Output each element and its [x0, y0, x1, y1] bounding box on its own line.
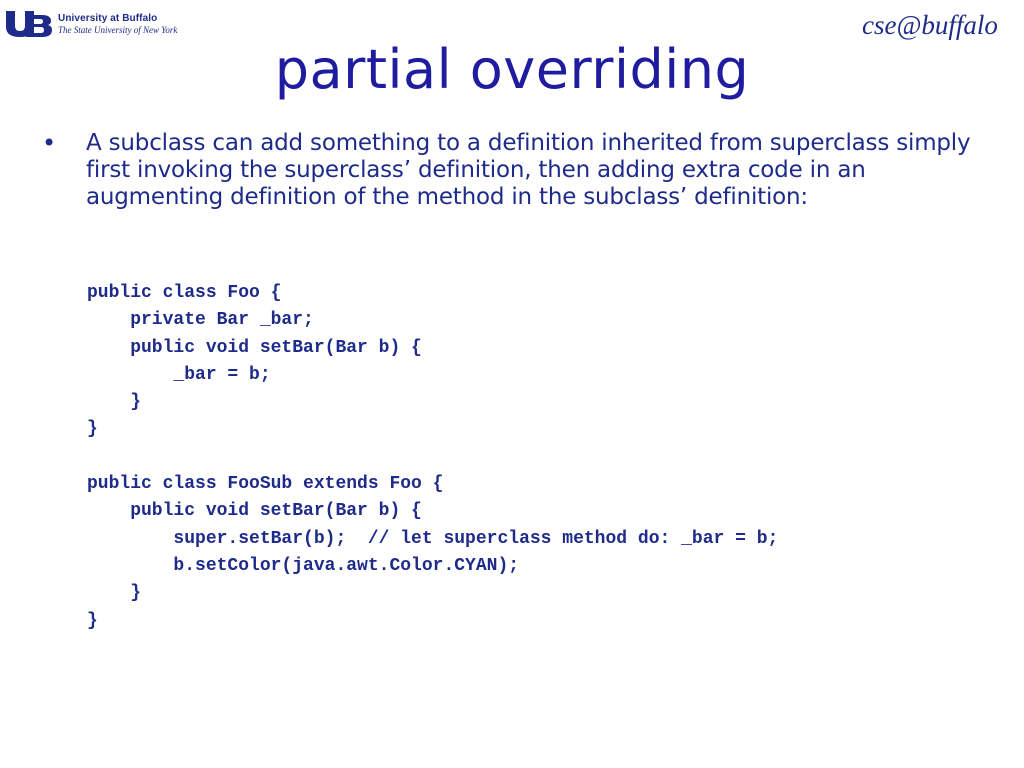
- ub-name: University at Buffalo: [58, 12, 158, 24]
- code-line: public void setBar(Bar b) {: [87, 501, 422, 522]
- code-line: public void setBar(Bar b) {: [87, 337, 422, 358]
- code-line: private Bar _bar;: [87, 310, 314, 331]
- code-line: public class FooSub extends Foo {: [87, 474, 444, 495]
- code-line: b.setColor(java.awt.Color.CYAN);: [87, 555, 520, 576]
- bullet-text: A subclass can add something to a definition inherited from superclass simply first invoking the superclass’ definition, then adding extra code in an augmenting definition of the method in the subclass’ definition:: [86, 130, 971, 210]
- bullet-point: [30, 130, 990, 211]
- slide-title: partial overriding: [274, 38, 750, 101]
- code-line: public class Foo {: [87, 283, 282, 303]
- code-line: }: [87, 583, 142, 604]
- ub-monogram-icon: [4, 9, 54, 39]
- code-line: }: [87, 610, 98, 631]
- ub-subtitle: The State University of New York: [58, 24, 178, 35]
- code-block: [87, 280, 778, 635]
- cse-logo-text: cse@buffalo: [862, 10, 998, 40]
- code-line: }: [87, 392, 142, 413]
- ub-logo: [4, 8, 204, 40]
- code-line: super.setBar(b); // let superclass method do: _bar = b;: [87, 528, 779, 549]
- bullet-icon: •: [42, 129, 57, 157]
- code-line: }: [87, 419, 98, 440]
- code-line: _bar = b;: [87, 364, 271, 385]
